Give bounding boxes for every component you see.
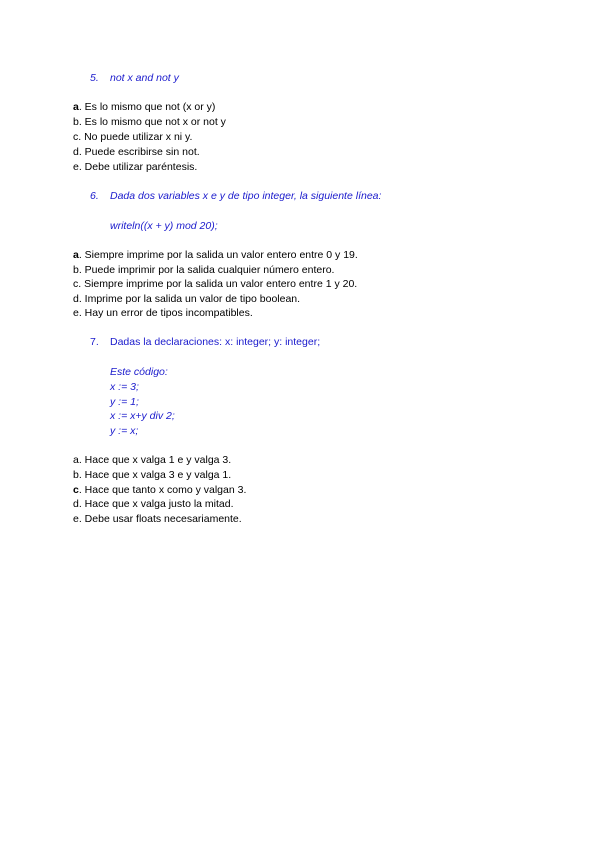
option-text: . Siempre imprime por la salida un valor entero entre 0 y 19.	[78, 249, 358, 261]
option-letter: d	[73, 146, 79, 158]
option-text: . Hace que tanto x como y valgan 3.	[78, 484, 247, 496]
option-letter: e	[73, 307, 79, 319]
option-text: . Hace que x valga justo la mitad.	[78, 498, 234, 510]
option-text: . Imprime por la salida un valor de tipo boolean.	[78, 293, 301, 305]
question-5-option-b	[73, 116, 226, 129]
option-letter: c	[73, 131, 79, 143]
question-5-option-d	[73, 146, 200, 159]
option-text: . Es lo mismo que not x or not y	[78, 116, 226, 128]
option-text: . Hace que x valga 1 e y valga 3.	[78, 454, 232, 466]
question-6-option-a	[73, 249, 358, 262]
question-7-option-c	[73, 484, 246, 497]
question-5-text: not x and not y	[110, 72, 179, 84]
option-letter: e	[73, 513, 79, 525]
option-letter: a	[73, 249, 79, 261]
question-7-option-e	[73, 513, 242, 526]
option-letter: b	[73, 264, 79, 276]
question-6-heading	[90, 190, 381, 203]
question-7-number: 7.	[90, 336, 99, 348]
question-7-code-line: x := 3;	[110, 381, 139, 393]
question-7-text: Dadas la declaraciones: x: integer; y: integer;	[110, 336, 321, 348]
option-text: . Es lo mismo que not (x or y)	[78, 101, 216, 113]
question-7-option-d	[73, 498, 234, 511]
question-7-code-line: y := 1;	[110, 396, 139, 408]
option-letter: d	[73, 498, 79, 510]
question-6-number: 6.	[90, 190, 99, 202]
question-5-option-a	[73, 101, 215, 114]
question-6-option-c	[73, 278, 357, 291]
question-7-code-line: y := x;	[110, 425, 139, 437]
option-text: . Debe usar floats necesariamente.	[78, 513, 242, 525]
option-letter: b	[73, 116, 79, 128]
option-text: . Hace que x valga 3 e y valga 1.	[78, 469, 232, 481]
question-6-option-e	[73, 307, 253, 320]
option-text: . Siempre imprime por la salida un valor entero entre 1 y 20.	[78, 278, 358, 290]
option-text: . Hay un error de tipos incompatibles.	[78, 307, 253, 319]
option-text: . Puede escribirse sin not.	[78, 146, 200, 158]
question-7-heading	[90, 336, 320, 349]
question-6-text: Dada dos variables x e y de tipo integer, la siguiente línea:	[110, 190, 382, 202]
question-7-code-line: Este código:	[110, 366, 168, 378]
question-5-option-c	[73, 131, 192, 144]
option-letter: a	[73, 454, 79, 466]
question-7-code-line: x := x+y div 2;	[110, 410, 175, 422]
question-5-option-e	[73, 161, 197, 174]
question-6-option-d	[73, 293, 300, 306]
option-letter: e	[73, 161, 79, 173]
option-letter: a	[73, 101, 79, 113]
question-7-option-b	[73, 469, 231, 482]
option-text: . No puede utilizar x ni y.	[78, 131, 193, 143]
question-6-code: writeln((x + y) mod 20);	[110, 220, 218, 232]
option-letter: c	[73, 484, 79, 496]
option-text: . Debe utilizar paréntesis.	[78, 161, 198, 173]
question-6-option-b	[73, 264, 334, 277]
option-letter: b	[73, 469, 79, 481]
question-5-number: 5.	[90, 72, 99, 84]
option-text: . Puede imprimir por la salida cualquier número entero.	[78, 264, 335, 276]
question-5-heading	[90, 72, 179, 85]
option-letter: c	[73, 278, 79, 290]
option-letter: d	[73, 293, 79, 305]
question-7-option-a	[73, 454, 231, 467]
